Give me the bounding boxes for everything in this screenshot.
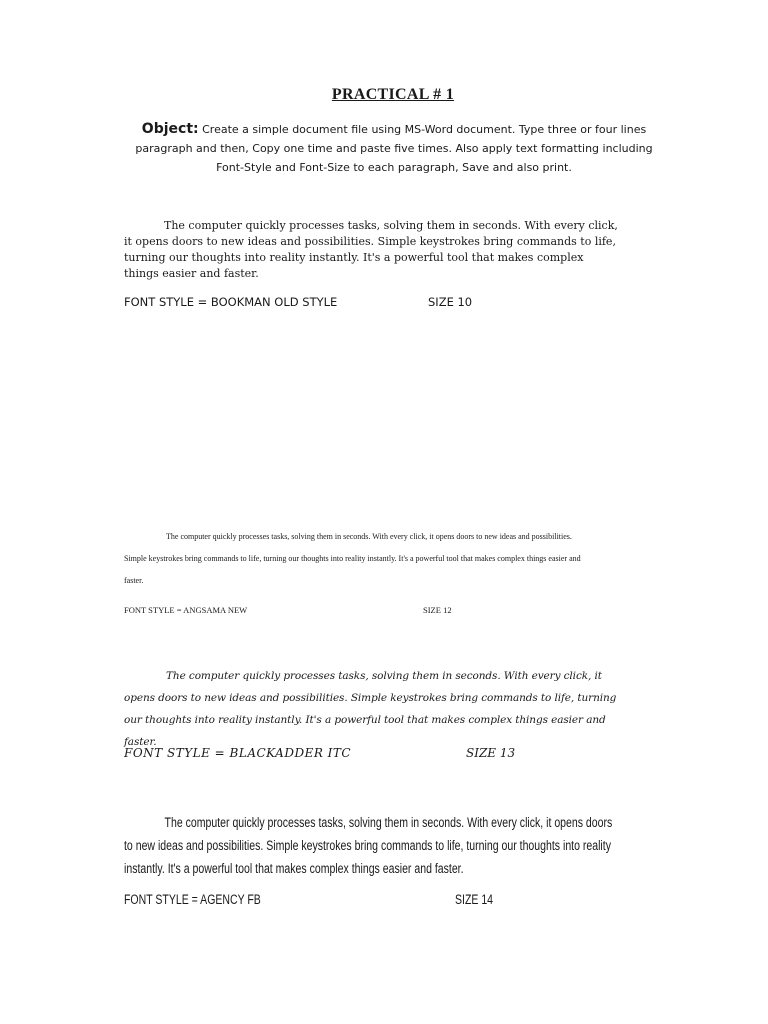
font-style-label: FONT STYLE = ANGSAMA NEW <box>124 605 248 615</box>
font-size-label: SIZE 13 <box>466 746 516 760</box>
paragraph-text: The computer quickly processes tasks, solving them in seconds. With every click, it opens doors to new ideas and possibilities. Simple keystrokes bring commands to life, turning our thoughts into reality instantly. It's a powerful tool that makes complex things easier and faster. <box>124 219 618 280</box>
font-style-label: FONT STYLE = AGENCY FB <box>124 892 261 907</box>
paragraph-agency <box>124 811 624 880</box>
paragraph-text: The computer quickly processes tasks, solving them in seconds. With every click, it opens doors to new ideas and possibilities. Simple keystrokes bring commands to life, turning our thoughts into reality instantly. It's a powerful tool that makes complex things easier and faster. <box>124 670 617 748</box>
paragraph-angsana <box>124 526 584 592</box>
font-size-label: SIZE 14 <box>455 892 494 907</box>
object-statement <box>134 120 654 177</box>
font-style-label: FONT STYLE = BOOKMAN OLD STYLE <box>124 295 338 309</box>
object-label: Object: <box>141 121 199 137</box>
paragraph-bookman <box>124 218 619 282</box>
paragraph-text: The computer quickly processes tasks, solving them in seconds. With every click, it opens doors to new ideas and possibilities. Simple keystrokes bring commands to life, turning our thoughts into reality instantly. It's a powerful tool that makes complex things easier and faster. <box>124 532 581 585</box>
paragraph-blackadder <box>124 665 624 753</box>
font-size-label: SIZE 12 <box>423 605 452 615</box>
paragraph-text: The computer quickly processes tasks, solving them in seconds. With every click, it opens doors to new ideas and possibilities. Simple keystrokes bring commands to life, turning our thoughts into reality instantly. It's a powerful tool that makes complex things easier and faster. <box>124 815 613 876</box>
font-style-label: FONT STYLE = BLACKADDER ITC <box>124 746 352 760</box>
font-size-label: SIZE 10 <box>428 295 473 309</box>
object-text: Create a simple document file using MS-Word document. Type three or four lines paragraph and then, Copy one time and paste five times. Also apply text formatting including Font-Style and Font-Size to each paragraph, Save and also print. <box>135 123 653 174</box>
page-title: PRACTICAL # 1 <box>331 86 455 103</box>
